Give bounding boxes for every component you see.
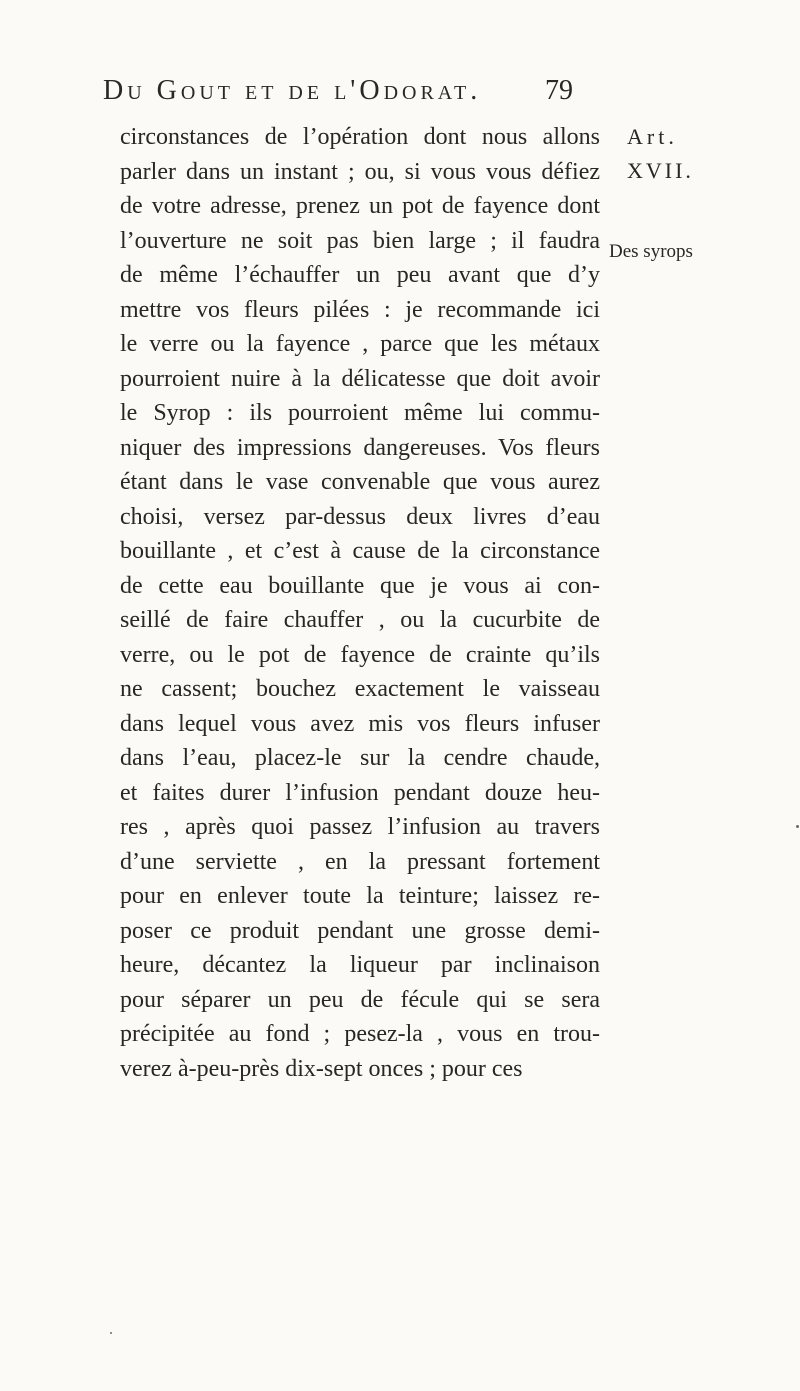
article-label: Art. — [627, 124, 678, 149]
text-line: seillé de faire chauffer , ou la cucurbite de — [120, 607, 600, 633]
text-line: parler dans un instant ; ou, si vous vous défiez — [120, 158, 600, 185]
text-line: pour séparer un peu de fécule qui se sera — [120, 986, 600, 1013]
text-line: circonstances de l’opération dont nous allons — [120, 124, 600, 150]
paper-speck — [796, 825, 799, 828]
text-line: verez à-peu-près dix-sept onces ; pour ces — [120, 1055, 523, 1082]
text-line: de votre adresse, prenez un pot de fayence dont — [120, 193, 600, 219]
text-line: le Syrop : ils pourroient même lui commu- — [120, 400, 600, 426]
text-line: ne cassent; bouchez exactement le vaisseau — [120, 676, 600, 702]
text-line: d’une serviette , en la pressant fortement — [120, 848, 600, 875]
margin-topic: Des syrops — [609, 241, 693, 262]
text-line: niquer des impressions dangereuses. Vos fleurs — [120, 434, 600, 461]
article-number: XVII. — [627, 158, 694, 183]
text-line: mettre vos fleurs pilées : je recommande ici — [120, 296, 600, 323]
text-line: dans l’eau, placez-le sur la cendre chaude, — [120, 745, 600, 771]
body-text — [120, 120, 600, 1086]
text-line: pour en enlever toute la teinture; laissez re- — [120, 883, 600, 909]
text-line: le verre ou la fayence , parce que les métaux — [120, 331, 600, 357]
text-line: bouillante , et c’est à cause de la circonstance — [120, 538, 600, 564]
text-line: res , après quoi passez l’infusion au travers — [120, 814, 600, 840]
text-line: étant dans le vase convenable que vous aurez — [120, 469, 600, 495]
text-line: de cette eau bouillante que je vous ai con- — [120, 572, 600, 599]
running-head — [103, 67, 573, 115]
text-line: l’ouverture ne soit pas bien large ; il faudra — [120, 227, 600, 254]
paper-speck — [110, 1332, 112, 1334]
text-line: de même l’échauffer un peu avant que d’y — [120, 262, 600, 288]
text-line: verre, ou le pot de fayence de crainte qu’ils — [120, 641, 600, 668]
running-head-title: Du Gout et de l'Odorat. — [103, 75, 482, 106]
text-line: et faites durer l’infusion pendant douze heu- — [120, 779, 600, 806]
text-line: dans lequel vous avez mis vos fleurs infuser — [120, 710, 600, 737]
text-line: poser ce produit pendant une grosse demi- — [120, 917, 600, 944]
page-number: 79 — [545, 75, 573, 106]
text-line: heure, décantez la liqueur par inclinaison — [120, 952, 600, 978]
text-line: choisi, versez par-dessus deux livres d’eau — [120, 503, 600, 530]
text-line: pourroient nuire à la délicatesse que doit avoir — [120, 365, 600, 392]
text-line: précipitée au fond ; pesez-la , vous en trou- — [120, 1021, 600, 1047]
